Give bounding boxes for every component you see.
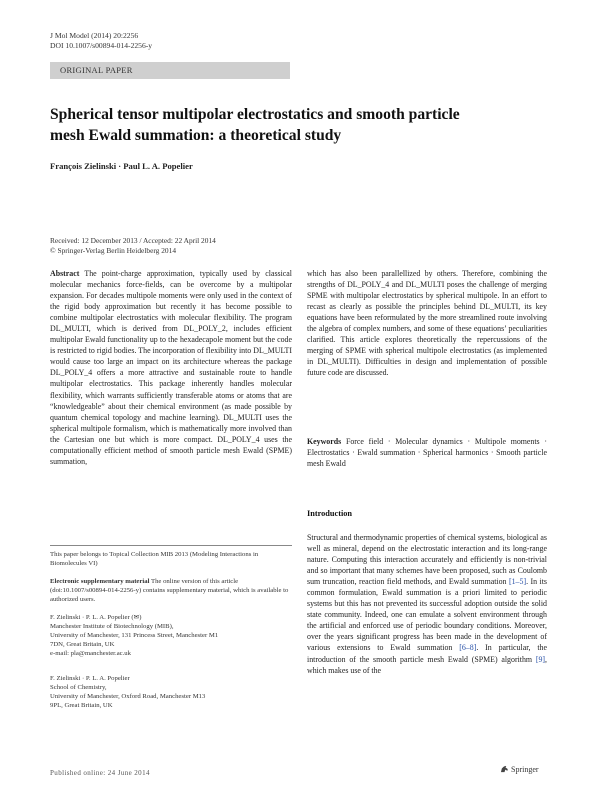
affiliation-line: 7DN, Great Britain, UK xyxy=(50,641,115,649)
citation-link[interactable]: [6–8] xyxy=(459,643,477,653)
keywords-block xyxy=(307,436,547,469)
received-accepted-dates: Received: 12 December 2013 / Accepted: 22 April 2014 xyxy=(50,236,216,245)
affiliation-line: University of Manchester, Oxford Road, Manchester M13 xyxy=(50,693,206,701)
affiliation-line: 9PL, Great Britain, UK xyxy=(50,702,113,710)
article-title xyxy=(50,104,550,146)
author-email-link[interactable]: e-mail: pla@manchester.ac.uk xyxy=(50,650,131,658)
intro-text-part-4: , which makes use of the xyxy=(307,654,547,675)
intro-text-part-2: . In its common formulation, Ewald summation is a priori limited to periodic systems but this has not prevented its successful adoption outside the solid state community. Indeed, one can emulate a solvent environment through the artificial and enforced use of periodic boundary conditions. Moreover, over the years significant progress has been made in the development of various extensions to Ewald summation xyxy=(307,577,547,653)
affiliation-2 xyxy=(50,674,292,710)
intro-text-part-1: Structural and thermodynamic properties of chemical systems, biological as well as mineral, depend on the electrostatic interaction and its long-range nature. Computing this interaction accurately and efficiently is non-trivial and so important that many schemes have been proposed, such as Coulomb sum truncation, reaction field methods, and Ewald summation xyxy=(307,533,547,587)
esm-label: Electronic supplementary material xyxy=(50,578,150,585)
affiliation-line: F. Zielinski · P. L. A. Popelier xyxy=(50,675,130,682)
supplementary-material-note xyxy=(50,577,292,604)
esm-text: The online version of this article (doi:10.1007/s00894-014-2256-y) contains supplementary material, which is available to authorized users. xyxy=(50,578,289,604)
introduction-text xyxy=(307,532,547,676)
keywords-text: Force field · Molecular dynamics · Multipole moments · Electrostatics · Ewald summation · Spherical harmonics · Smooth particle mesh Ewald xyxy=(307,437,548,469)
affiliation-1 xyxy=(50,613,292,658)
abstract-right-column: which has also been parallellized by others. Therefore, combining the strengths of DL_POLY_4 and DL_MULTI poses the challenge of merging SPME with multipolar electrostatics by spherical multipole. In an effort to recast as clearly as possible the principles behind DL_MULTI, its key equations have been reformulated by the more streamlined route involving the algebra of complex numbers, and some of these equations’ peculiarities clarified. This article explores theoretically the repercussions of the merging of SPME with spherical multipole electrostatics (as implemented in DL_MULTI). Difficulties in design and implementation of possible future code are discussed. xyxy=(307,269,547,378)
title-line-2: mesh Ewald summation: a theoretical study xyxy=(50,127,342,144)
published-online-date: Published online: 24 June 2014 xyxy=(50,769,150,777)
springer-horse-icon xyxy=(500,765,509,773)
publisher-logo[interactable] xyxy=(500,765,539,774)
abstract-label: Abstract xyxy=(50,269,80,278)
article-type-banner xyxy=(50,62,290,79)
journal-citation: J Mol Model (2014) 20:2256 xyxy=(50,31,139,40)
affiliation-line: F. Zielinski · P. L. A. Popelier (✉) xyxy=(50,614,142,621)
footnote-divider xyxy=(50,545,292,546)
topical-collection-note: This paper belongs to Topical Collection MIB 2013 (Modeling Interactions in Biomolecules VI) xyxy=(50,551,259,568)
author-list: François Zielinski · Paul L. A. Popelier xyxy=(50,161,193,171)
introduction-heading: Introduction xyxy=(307,509,353,518)
abstract-text-left: The point-charge approximation, typically used by classical molecular mechanics force-fields, can be overcome by a multipolar expansion. For decades multipole moments were only used in the context of the rigid body approximation but recently it has become possible to combine multipolar electrostatics with molecular flexibility. The program DL_MULTI, which is derived from DL_POLY_2, includes efficient multipolar Ewald functionality up to the hexadecapole moment but the code is restricted to rigid bodies. The incorporation of flexibility into DL_MULTI would cause too large an impact on its architecture whereas the package DL_POLY_4 offers a more attractive and sustainable route to handle multipolar electrostatics. This package inherently handles molecular flexibility, which warrants sufficiently transferable atoms or atoms that are “knowledgeable” about their chemical environment (as made possible by quantum chemical topology and machine learning). DL_MULTI uses the spherical multipole formalism, which is mathematically more involved than the Cartesian one but which is more compact. DL_POLY_4 uses the computationally efficient method of smooth particle mesh Ewald (SPME) summation, xyxy=(50,269,292,466)
copyright-notice: © Springer-Verlag Berlin Heidelberg 2014 xyxy=(50,246,177,255)
article-doi: DOI 10.1007/s00894-014-2256-y xyxy=(50,41,153,50)
citation-link[interactable]: [9] xyxy=(535,654,546,664)
article-type-label: ORIGINAL PAPER xyxy=(60,65,133,75)
abstract-left-column xyxy=(50,268,292,467)
affiliation-line: University of Manchester, 131 Princess Street, Manchester M1 xyxy=(50,632,219,640)
affiliation-line: School of Chemistry, xyxy=(50,684,107,692)
intro-text-part-3: . In particular, the introduction of the smooth particle mesh Ewald (SPME) algorithm xyxy=(307,643,547,664)
title-line-1: Spherical tensor multipolar electrostatics and smooth particle xyxy=(50,106,460,123)
affiliation-line: Manchester Institute of Biotechnology (MIB), xyxy=(50,623,174,631)
citation-link[interactable]: [1–5] xyxy=(508,577,527,587)
keywords-label: Keywords xyxy=(307,437,342,446)
publisher-name: Springer xyxy=(511,765,539,774)
